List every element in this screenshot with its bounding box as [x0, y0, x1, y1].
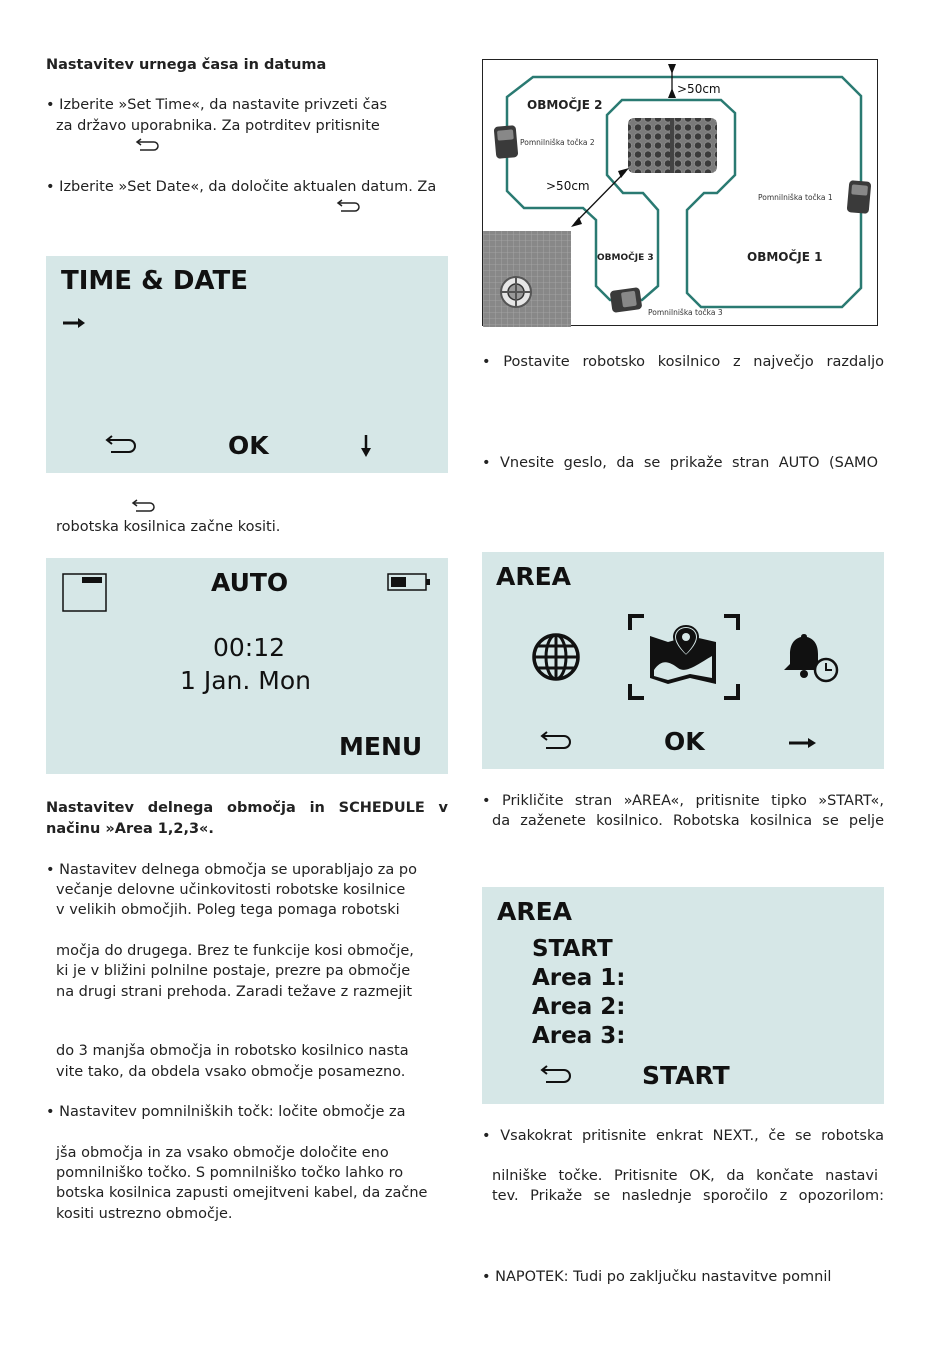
bullet-note: • NAPOTEK: Tudi po zaključku nastavitve pomnil [482, 1269, 832, 1285]
mower-point-1-icon [847, 180, 872, 214]
menu-button[interactable]: MENU [339, 732, 423, 761]
point-3-label: Pomnilniška točka 3 [648, 308, 723, 317]
zone-1-label: OBMOČJE 1 [747, 250, 823, 264]
para-line: ki je v bližini polnilne postaje, prezre pa območje [56, 963, 411, 979]
para-line: jša območja in za vsako območje določite eno [56, 1145, 389, 1161]
text-mower-starts: robotska kosilnica začne kositi. [56, 519, 281, 535]
para-line: na drugi strani prehoda. Zaradi težave z razmejit [56, 984, 413, 1000]
distance-top-label: >50cm [677, 82, 721, 96]
bullet-set-time-line1: • Izberite »Set Time«, da nastavite privzeti čas [46, 97, 388, 113]
menu-item-start[interactable]: START [532, 936, 613, 962]
battery-icon [387, 573, 431, 593]
point-2-label: Pomnilniška točka 2 [520, 138, 595, 147]
para-line: vite tako, da obdela vsako območje posamezno. [56, 1064, 406, 1080]
arrow-down-icon[interactable] [360, 434, 372, 460]
back-arrow-icon[interactable] [103, 434, 139, 456]
para-line: • Nastavitev delnega območja se uporabljajo za po [46, 862, 417, 878]
screen-time-date [46, 256, 448, 473]
para-line: večanje delovne učinkovitosti robotske kosilnice [56, 882, 406, 898]
map-location-icon[interactable] [628, 614, 740, 700]
ok-button[interactable]: OK [664, 727, 705, 756]
zone-2-label: OBMOČJE 2 [527, 98, 603, 112]
heading-area-line2: načinu »Area 1,2,3«. [46, 821, 214, 837]
screen-title: TIME & DATE [61, 266, 249, 296]
screen-area-icons [482, 552, 884, 769]
clock-time: 00:12 [213, 633, 286, 662]
bullet-press-next-line1: • Vsakokrat pritisnite enkrat NEXT., če se robotska [482, 1128, 884, 1144]
start-button[interactable]: START [642, 1061, 730, 1090]
bell-clock-icon[interactable] [782, 630, 842, 686]
ok-button[interactable]: OK [228, 431, 269, 460]
screen-title: AREA [496, 562, 572, 591]
para-line: • Nastavitev pomnilniških točk: ločite območje za [46, 1104, 406, 1120]
mower-point-2-icon [494, 125, 519, 159]
para-line: botska kosilnica zapusti omejitveni kabel, da začne [56, 1185, 428, 1201]
screen-auto [46, 558, 448, 774]
calendar-icon [62, 573, 108, 613]
bullet-call-area-line1: • Prikličite stran »AREA«, pritisnite tipko »START«, [482, 793, 884, 809]
para-line: do 3 manjša območja in robotsko kosilnico nasta [56, 1043, 409, 1059]
clock-date: 1 Jan. Mon [180, 666, 311, 695]
bullet-call-area-line2: da zaženete kosilnico. Robotska kosilnica se pelje [492, 813, 884, 829]
heading-time-date: Nastavitev urnega časa in datuma [46, 57, 327, 73]
back-arrow-icon [335, 198, 363, 214]
back-arrow-icon[interactable] [538, 730, 574, 752]
globe-icon[interactable] [531, 632, 583, 684]
bullet-press-next-line3: tev. Prikaže se naslednje sporočilo z opozorilom: [492, 1188, 884, 1204]
bullet-set-time-line2: za državo uporabnika. Za potrditev pritisnite [56, 118, 380, 134]
distance-mid-label: >50cm [546, 179, 590, 193]
bullet-enter-password: • Vnesite geslo, da se prikaže stran AUTO (SAMO [482, 455, 878, 471]
heading-area-line1: Nastavitev delnega območja in SCHEDULE v [46, 800, 448, 816]
back-arrow-icon [134, 137, 162, 153]
point-1-label: Pomnilniška točka 1 [758, 193, 833, 202]
menu-item-area-1[interactable]: Area 1: [532, 965, 626, 991]
para-line: močja do drugega. Brez te funkcije kosi območje, [56, 943, 414, 959]
menu-item-area-2[interactable]: Area 2: [532, 994, 626, 1020]
bullet-set-date: • Izberite »Set Date«, da določite aktualen datum. Za [46, 179, 437, 195]
menu-item-area-3[interactable]: Area 3: [532, 1023, 626, 1049]
arrow-right-icon [62, 316, 88, 330]
zone-3-label: OBMOČJE 3 [597, 253, 654, 263]
back-arrow-icon[interactable] [538, 1064, 574, 1086]
arrow-right-icon[interactable] [788, 736, 818, 750]
screen-title: AUTO [211, 568, 289, 597]
bullet-place-mower: • Postavite robotsko kosilnico z največjo razdaljo [482, 354, 884, 370]
bullet-press-next-line2: nilniške točke. Pritisnite OK, da končate nastavi [492, 1168, 878, 1184]
screen-title: AREA [497, 897, 573, 926]
mower-point-3-icon [610, 287, 643, 313]
zone-diagram [482, 59, 878, 326]
para-line: kositi ustrezno območje. [56, 1206, 233, 1222]
para-line: pomnilniško točko. S pomnilniško točko lahko ro [56, 1165, 404, 1181]
screen-area-list [482, 887, 884, 1104]
back-arrow-icon [130, 498, 158, 514]
para-line: v velikih območjih. Poleg tega pomaga robotski [56, 902, 400, 918]
